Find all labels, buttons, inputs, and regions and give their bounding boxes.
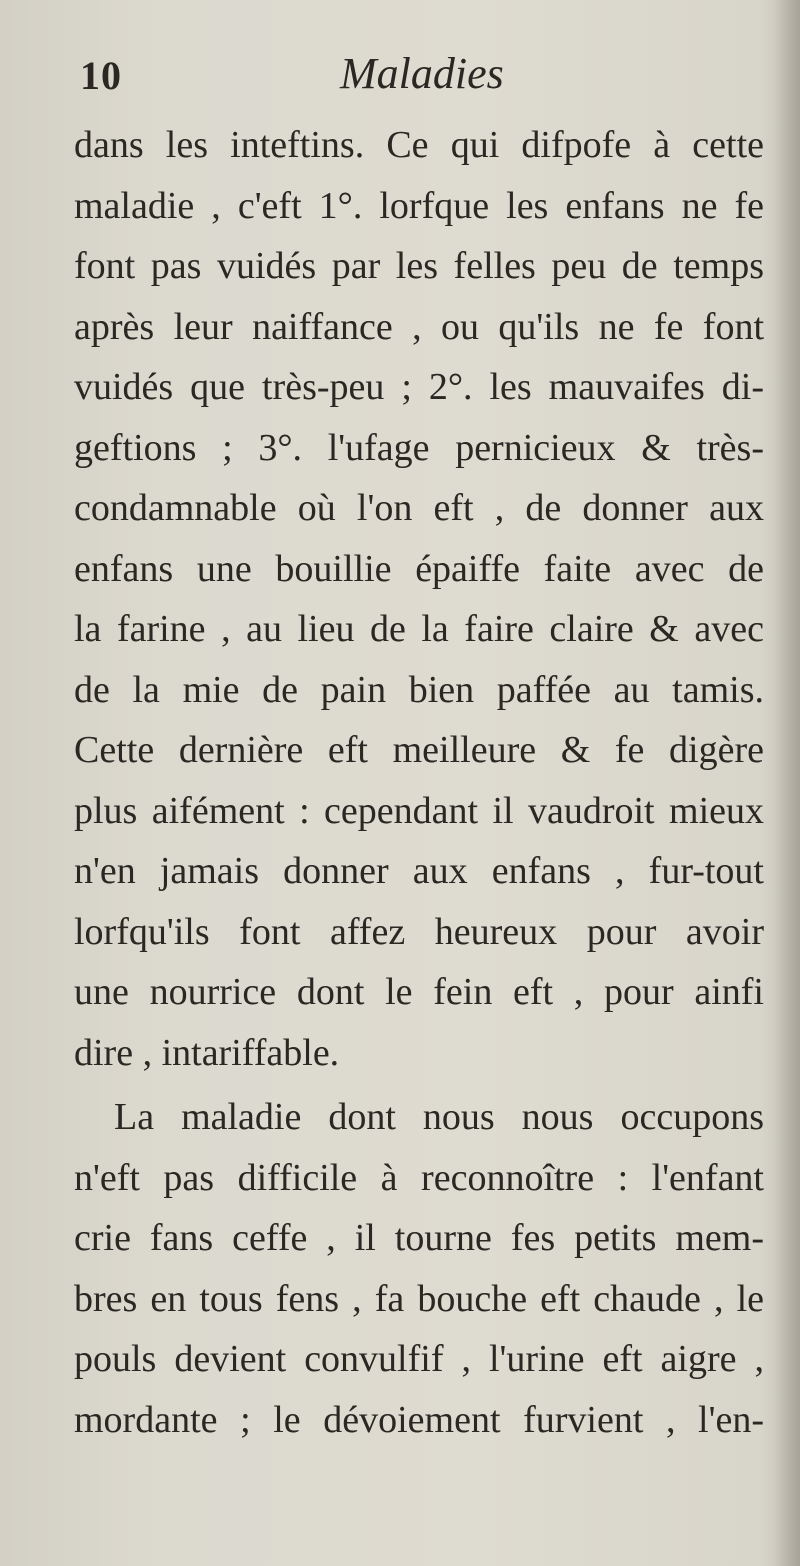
text-line: bres en tous fens , fa bouche eft chaude , le	[74, 1277, 764, 1320]
text-line: maladie , c'eft 1°. lorfque les enfans ne fe	[74, 184, 764, 227]
paragraph-2	[74, 1087, 764, 1450]
paragraph-1	[74, 115, 764, 1083]
text-line: dire , intariffable.	[74, 1031, 340, 1074]
text-line: une nourrice dont le fein eft , pour ainfi	[74, 971, 764, 1013]
text-line: enfans une bouillie épaiffe faite avec de	[74, 547, 764, 590]
text-line: après leur naiffance , ou qu'ils ne fe font	[74, 305, 764, 348]
text-line: pouls devient convulfif , l'urine eft aigre ,	[74, 1338, 764, 1380]
text-line: La maladie dont nous nous occupons	[114, 1096, 764, 1138]
text-line: lorfqu'ils font affez heureux pour avoir	[74, 910, 764, 953]
text-line: la farine , au lieu de la faire claire & avec	[74, 608, 764, 650]
page-number: 10	[80, 53, 122, 98]
text-line: n'en jamais donner aux enfans , fur-tout	[74, 850, 764, 892]
text-line: dans les inteftins. Ce qui difpofe à cette	[74, 124, 764, 166]
text-line: font pas vuidés par les felles peu de temps	[74, 245, 764, 287]
text-line: crie fans ceffe , il tourne fes petits mem-	[74, 1217, 764, 1259]
text-line: mordante ; le dévoiement furvient , l'en-	[74, 1398, 764, 1441]
body-text	[74, 115, 764, 1450]
text-line: plus aifément : cependant il vaudroit mieux	[74, 789, 764, 832]
text-line: Cette dernière eft meilleure & fe digère	[74, 729, 764, 771]
text-line: de la mie de pain bien paffée au tamis.	[74, 668, 764, 711]
running-title: Maladies	[340, 49, 504, 98]
text-line: condamnable où l'on eft , de donner aux	[74, 487, 764, 529]
page-edge-shadow	[774, 0, 800, 1566]
text-line: geftions ; 3°. l'ufage pernicieux & très-	[74, 426, 764, 469]
text-line: vuidés que très-peu ; 2°. les mauvaifes di-	[74, 366, 764, 408]
text-line: n'eft pas difficile à reconnoître : l'enfant	[74, 1156, 764, 1199]
page-header	[0, 42, 800, 106]
